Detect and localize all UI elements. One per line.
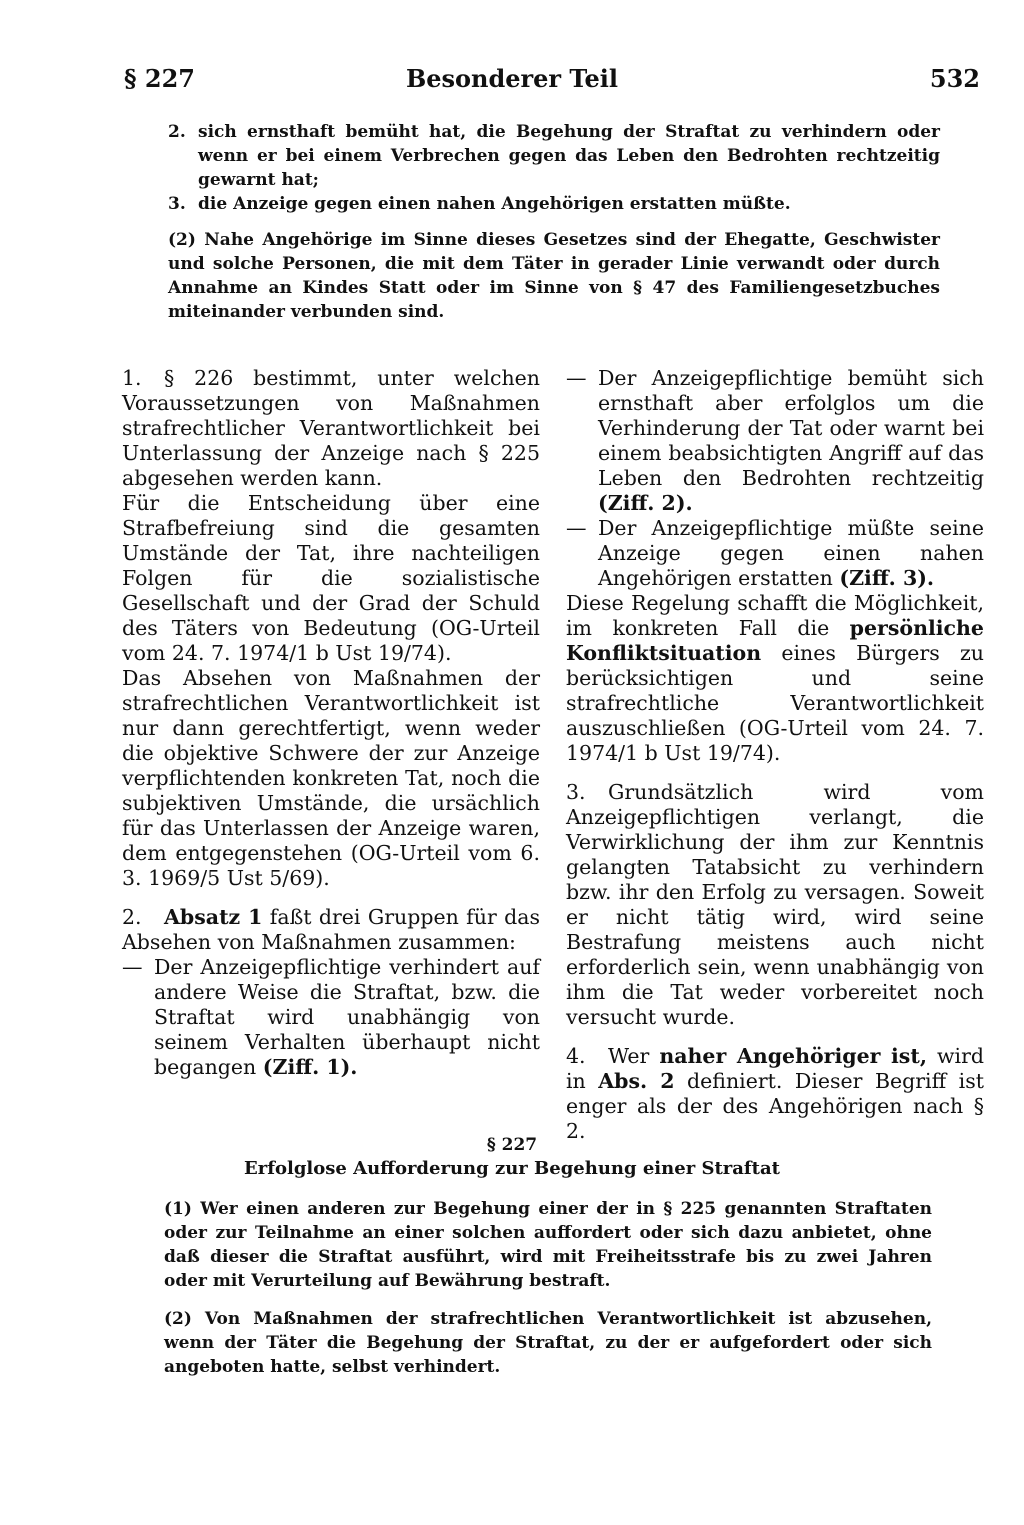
law-item-number: 2. bbox=[168, 122, 186, 142]
bold-term: naher Angehöriger ist, bbox=[659, 1044, 927, 1068]
clause-reference: (Ziff. 3). bbox=[839, 566, 935, 590]
law-item-text: die Anzeige gegen einen nahen Angehörigen erstatten müßte. bbox=[198, 194, 791, 214]
comment-number: 1. bbox=[122, 366, 142, 390]
comment-text: § 226 bestimmt, unter welchen Voraussetzungen von Maßnahmen strafrechtlicher Verantwortlichkeit bei Unterlassung der Anzeige nach § 225 abgesehen werden kann. bbox=[122, 366, 540, 490]
section-symbol: § 227 bbox=[486, 1135, 538, 1155]
header-title: Besonderer Teil bbox=[405, 64, 619, 93]
comment-4 bbox=[566, 1044, 984, 1144]
page-number: 532 bbox=[929, 64, 980, 93]
law-item-number: 3. bbox=[168, 194, 186, 214]
bold-term: Abs. 2 bbox=[598, 1069, 675, 1093]
header-section-number: § 227 bbox=[124, 64, 196, 93]
comment-1-paragraph: Das Absehen von Maßnahmen der strafrechtlichen Verantwortlichkeit ist nur dann gerechtfertigt, wenn weder die objektive Schwere der zur Anzeige verpflichtenden konkreten Tat, noch die subjektiven Umstände, die ursächlich für das Unterlassen der Anzeige waren, dem entgegenstehen (OG-Urteil vom 6. 3. 1969/5 Ust 5/69). bbox=[122, 666, 540, 890]
comment-number: 2. bbox=[122, 905, 142, 929]
dash-marker: — bbox=[566, 366, 587, 390]
comment-2 bbox=[122, 905, 540, 955]
law-item bbox=[168, 120, 940, 192]
paragraph-text: eines Bürgers zu berücksichtigen und seine strafrechtliche Verantwortlichkeit auszuschließen (OG-Urteil vom 24. 7. 1974/1 b Ust 19/74). bbox=[566, 641, 984, 765]
comment-3 bbox=[566, 780, 984, 1030]
page-header bbox=[0, 64, 1024, 98]
law-item-text: sich ernsthaft bemüht hat, die Begehung der Straftat zu verhindern oder wenn er bei einem Verbrechen gegen das Leben den Bedrohten rechtzeitig gewarnt hat; bbox=[198, 122, 940, 190]
dash-text: Der Anzeigepflichtige müßte seine Anzeige gegen einen nahen Angehörigen erstatten bbox=[598, 516, 984, 590]
comment-1-paragraph: Für die Entscheidung über eine Strafbefreiung sind die gesamten Umstände der Tat, ihre nachteiligen Folgen für die sozialistische Gesellschaft und der Grad der Schuld des Täters von Bedeutung (OG-Urteil vom 24. 7. 1974/1 b Ust 19/74). bbox=[122, 491, 540, 665]
comment-text: Grundsätzlich wird vom Anzeigepflichtigen verlangt, die Verwirklichung der ihm zur Kenntnis gelangten Tatabsicht zu verhindern bzw. ihr den Erfolg zu versagen. Soweit er nicht tätig wird, wird seine Bestrafung meistens auch nicht erforderlich sein, wenn unabhängig von ihm die Tat weder vorbereitet noch versucht wurde. bbox=[566, 780, 984, 1029]
dash-marker: — bbox=[566, 516, 587, 540]
comment-number: 4. bbox=[566, 1044, 586, 1068]
dash-item bbox=[566, 516, 984, 591]
clause-reference: (Ziff. 1). bbox=[262, 1055, 358, 1079]
law-paragraph-1: (1) Wer einen anderen zur Begehung einer der in § 225 genannten Straftaten oder zur Teilnahme an einer solchen auffordert oder sich dazu anbietet, ohne daß dieser die Straftat ausführt, wird mit Freiheitsstrafe bis zu zwei Jahren oder mit Verurteilung auf Bewährung bestraft. bbox=[164, 1199, 932, 1291]
dash-text: Der Anzeigepflichtige bemüht sich ernsthaft aber erfolglos um die Verhinderung der Tat oder warnt bei einem beabsichtigten Angriff auf das Leben den Bedrohten rechtzeitig bbox=[598, 366, 984, 490]
comment-text: Wer bbox=[608, 1044, 650, 1068]
bold-term: persönliche Konfliktsituation bbox=[566, 616, 984, 665]
bold-term: Absatz 1 bbox=[164, 905, 263, 929]
law-text-top bbox=[168, 120, 940, 324]
comment-text: faßt drei Gruppen für das Absehen von Maßnahmen zusammen: bbox=[122, 905, 540, 954]
dash-item bbox=[566, 366, 984, 516]
comment-1 bbox=[122, 366, 540, 491]
comment-number: 3. bbox=[566, 780, 586, 804]
law-paragraph-2: (2) Von Maßnahmen der strafrechtlichen Verantwortlichkeit ist abzusehen, wenn der Täter die Begehung der Straftat, zu der er aufgefordert oder sich angeboten hatte, selbst verhindert. bbox=[164, 1309, 932, 1377]
dash-item bbox=[122, 955, 540, 1080]
law-item bbox=[168, 192, 940, 216]
clause-reference: (Ziff. 2). bbox=[598, 491, 693, 515]
commentary-right-column bbox=[566, 366, 984, 1144]
comment-text: definiert. Dieser Begriff ist enger als der des Angehörigen nach § 2. bbox=[566, 1069, 984, 1143]
regulation-paragraph bbox=[566, 591, 984, 766]
law-text-227 bbox=[164, 1197, 932, 1379]
paragraph-text: Diese Regelung schafft die Möglichkeit, im konkreten Fall die bbox=[566, 591, 984, 640]
dash-text: Der Anzeigepflichtige verhindert auf andere Weise die Straftat, bzw. die Straftat wird unabhängig von seinem Verhalten überhaupt nicht begangen bbox=[154, 955, 540, 1079]
commentary-left-column bbox=[122, 366, 540, 1080]
section-title: Erfolglose Aufforderung zur Begehung einer Straftat bbox=[244, 1158, 780, 1179]
comment-text: wird in bbox=[566, 1044, 984, 1093]
dash-marker: — bbox=[122, 955, 143, 979]
section-heading bbox=[0, 1133, 1024, 1181]
law-paragraph-2: (2) Nahe Angehörige im Sinne dieses Gesetzes sind der Ehegatte, Geschwister und solche Personen, die mit dem Täter in gerader Linie verwandt oder durch Annahme an Kindes Statt oder im Sinne von § 47 des Familiengesetzbuches miteinander verbunden sind. bbox=[168, 230, 940, 322]
